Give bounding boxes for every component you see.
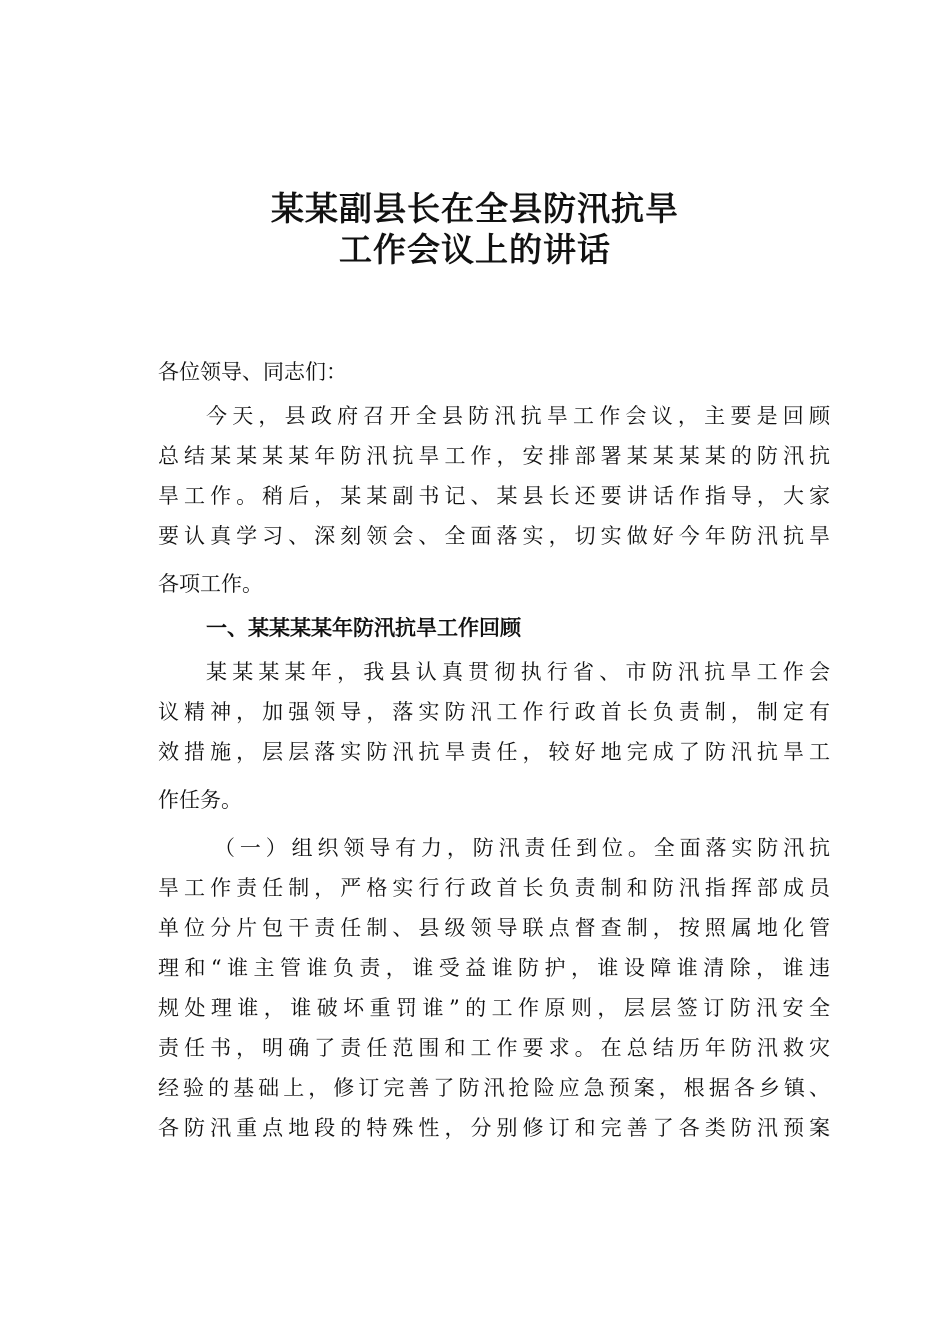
paragraph-line: 各项工作。 — [158, 572, 263, 596]
intro-paragraph — [158, 396, 830, 604]
salutation — [158, 352, 830, 392]
paragraph-line: 责任书，明确了责任范围和工作要求。在总结历年防汛救灾 — [158, 1036, 830, 1060]
subsection1-paragraph — [158, 828, 830, 1148]
paragraph-line: 旱工作责任制，严格实行行政首长负责制和防汛指挥部成员 — [158, 876, 830, 900]
paragraph-line: 单位分片包干责任制、县级领导联点督查制，按照属地化管 — [158, 916, 830, 940]
salutation-text: 各位领导、同志们： — [158, 360, 347, 384]
paragraph-line: 总结某某某某年防汛抗旱工作，安排部署某某某某的防汛抗 — [158, 444, 830, 468]
paragraph-line: 某某某某年，我县认真贯彻执行省、市防汛抗旱工作会 — [206, 660, 830, 684]
section-heading: 一、某某某某年防汛抗旱工作回顾 — [206, 616, 521, 640]
paragraph-line: （一）组织领导有力，防汛责任到位。全面落实防汛抗 — [214, 836, 830, 860]
paragraph-line: 规处理谁，谁破坏重罚谁”的工作原则，层层签订防汛安全 — [158, 996, 830, 1020]
paragraph-line: 议精神，加强领导，落实防汛工作行政首长负责制，制定有 — [158, 700, 830, 724]
document-title-line-1: 某某副县长在全县防汛抗旱 — [271, 189, 679, 228]
paragraph-line: 旱工作。稍后，某某副书记、某县长还要讲话作指导，大家 — [158, 484, 830, 508]
paragraph-line: 各防汛重点地段的特殊性，分别修订和完善了各类防汛预案 — [158, 1116, 830, 1140]
paragraph-line: 作任务。 — [158, 788, 242, 812]
paragraph-line: 今天，县政府召开全县防汛抗旱工作会议，主要是回顾 — [206, 404, 830, 428]
paragraph-line: 效措施，层层落实防汛抗旱责任，较好地完成了防汛抗旱工 — [158, 740, 830, 764]
document-title-line-2: 工作会议上的讲话 — [339, 230, 611, 269]
paragraph-line: 要认真学习、深刻领会、全面落实，切实做好今年防汛抗旱 — [158, 524, 830, 548]
paragraph-line: 理和“谁主管谁负责，谁受益谁防护，谁设障谁清除，谁违 — [158, 956, 830, 980]
paragraph-line: 经验的基础上，修订完善了防汛抢险应急预案，根据各乡镇、 — [158, 1076, 830, 1100]
section1-paragraph — [158, 652, 830, 820]
